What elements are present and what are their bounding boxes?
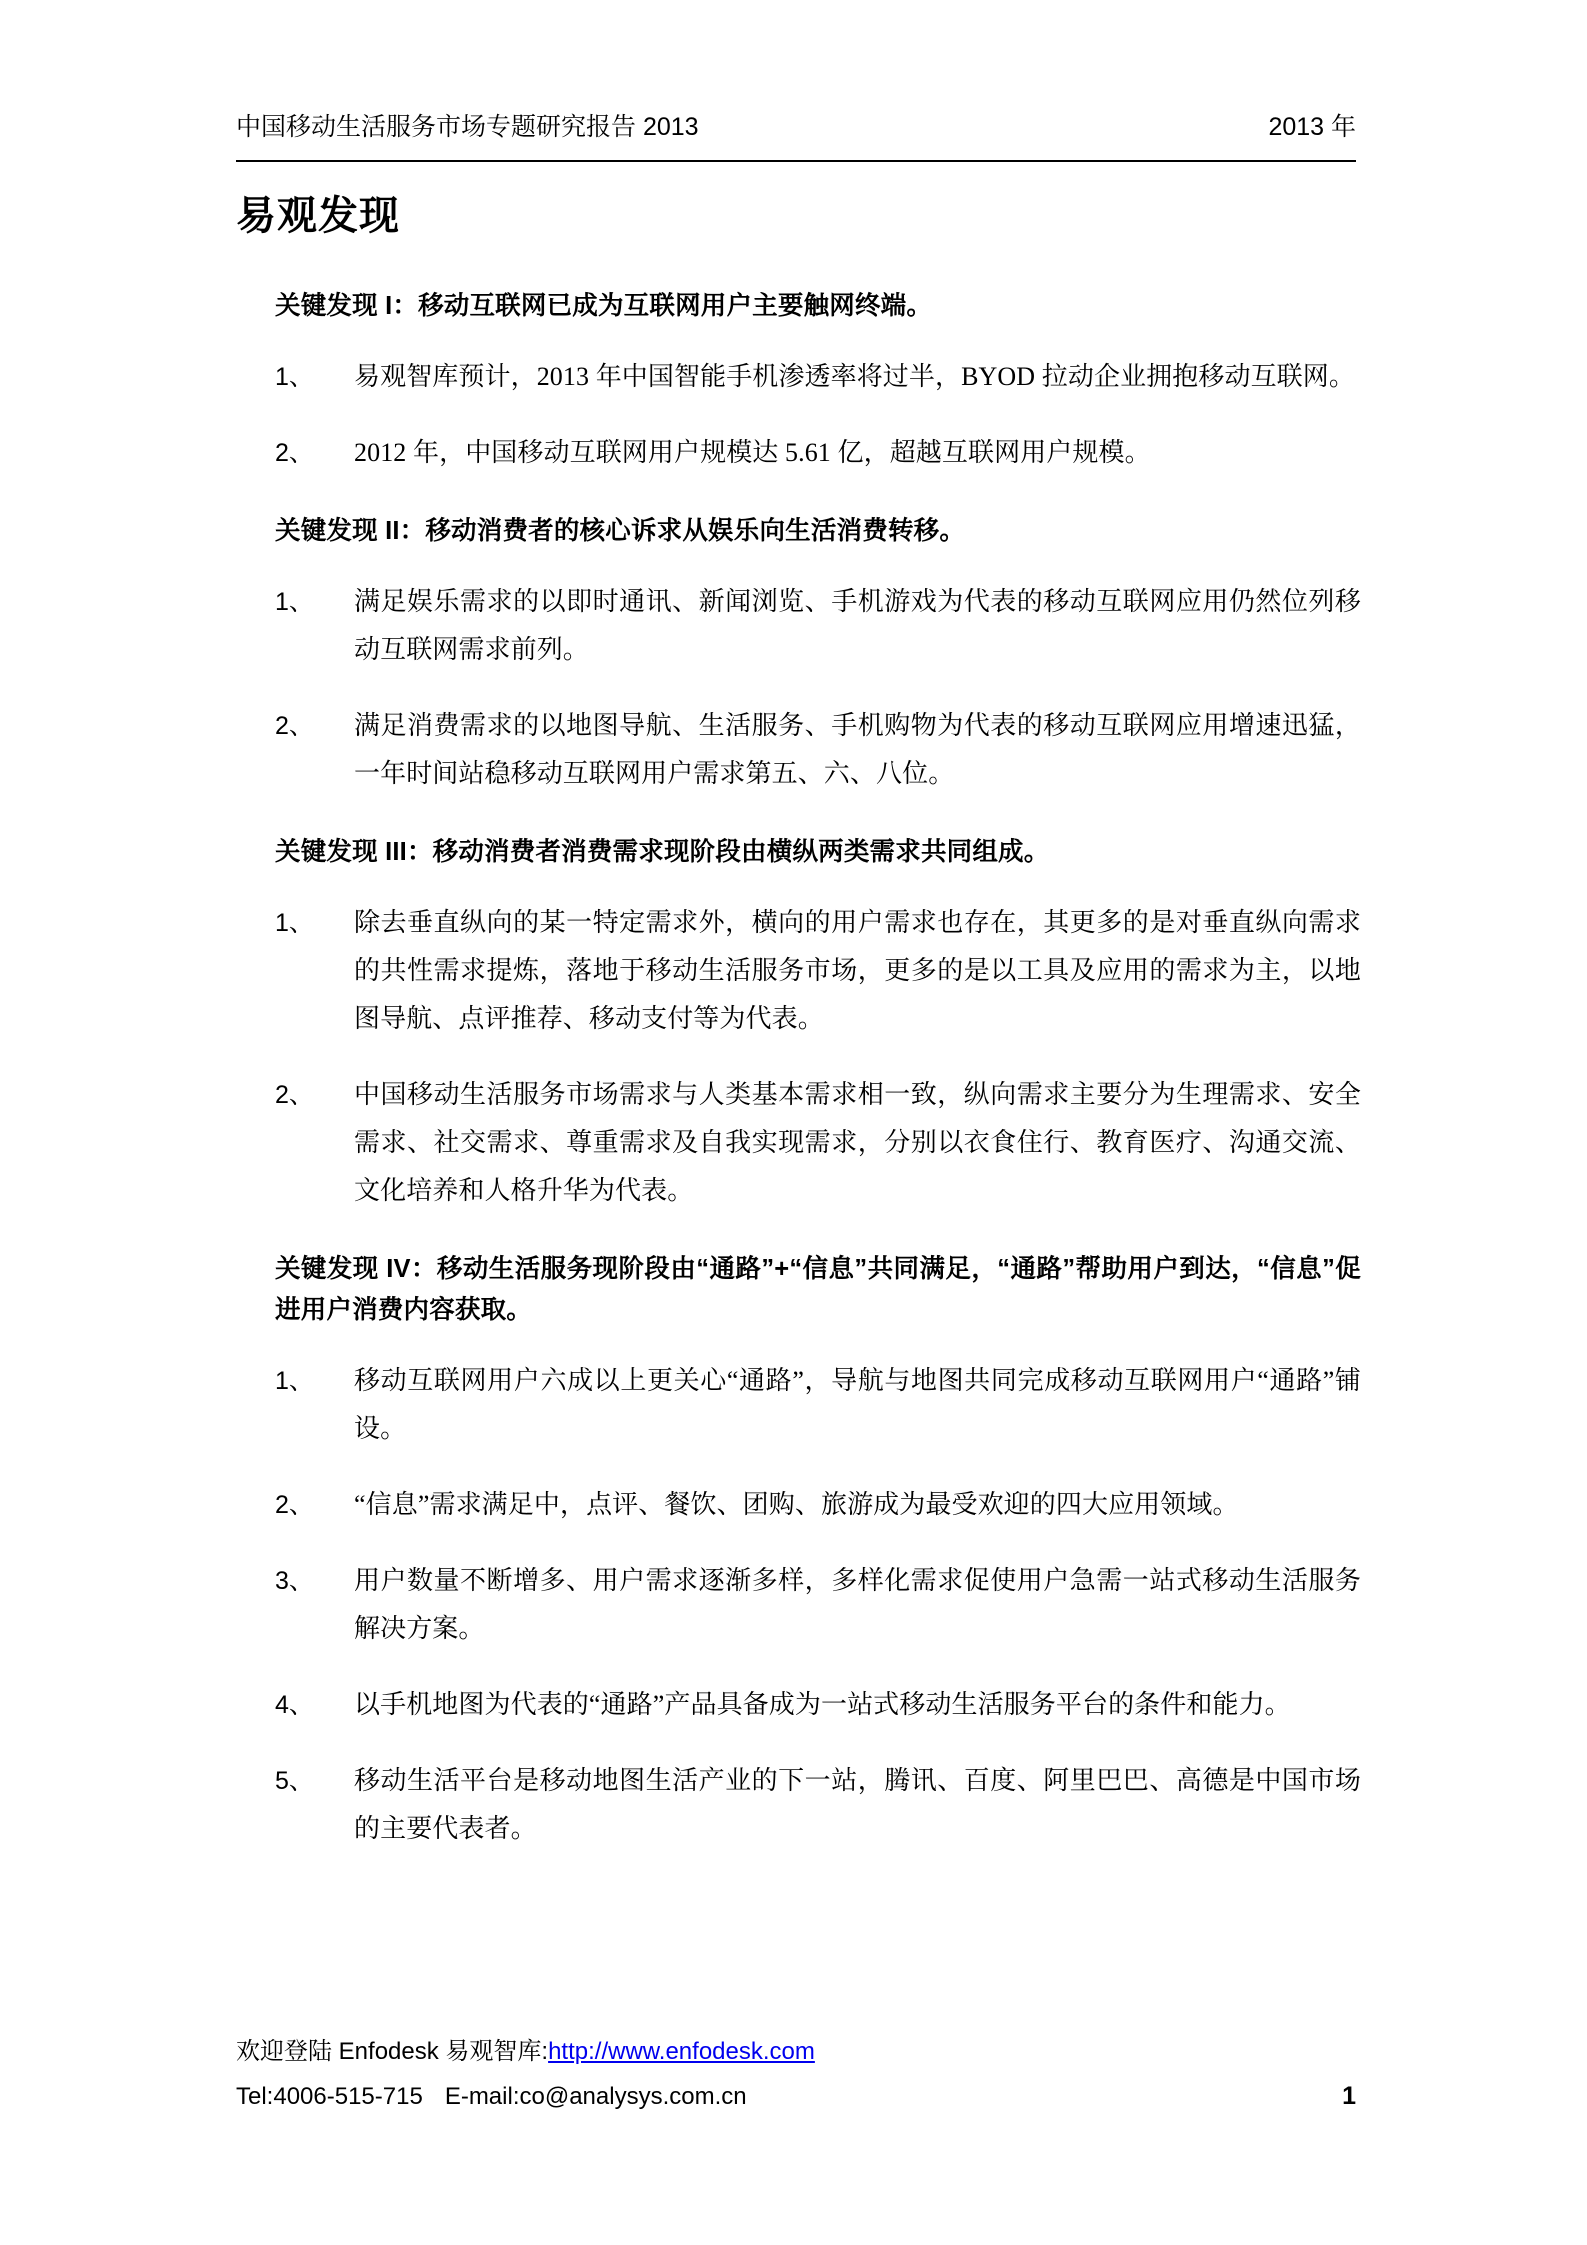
header-divider-rule [236, 160, 1356, 162]
footer-welcome-text: 欢迎登陆 Enfodesk 易观智库: [236, 2038, 549, 2065]
list-item-text: 用户数量不断增多、用户需求逐渐多样，多样化需求促使用户急需一站式移动生活服务解决方案。 [354, 1566, 1361, 1643]
list-item-text: 以手机地图为代表的“通路”产品具备成为一站式移动生活服务平台的条件和能力。 [354, 1690, 1291, 1719]
list-item-marker: 1、 [275, 363, 314, 391]
page-footer [236, 2030, 1356, 2119]
enfodesk-url-link[interactable]: http://www.enfodesk.com [548, 2038, 815, 2065]
list-item-marker: 1、 [275, 1367, 314, 1395]
finding-heading-4: 关键发现 IV：移动生活服务现阶段由“通路”+“信息”共同满足，“通路”帮助用户到达，“信息”促进用户消费内容获取。 [275, 1255, 1361, 1324]
finding-list-4 [275, 1357, 1361, 1853]
header-report-title: 中国移动生活服务市场专题研究报告 2013 [236, 113, 699, 141]
list-item [275, 1557, 1361, 1653]
list-item [275, 899, 1361, 1043]
list-item-marker: 4、 [275, 1691, 314, 1719]
footer-tel: Tel:4006-515-715 [236, 2083, 423, 2110]
list-item-marker: 1、 [275, 909, 314, 937]
list-item-marker: 2、 [275, 1491, 314, 1519]
finding-list-1 [275, 353, 1361, 477]
list-item-text: “信息”需求满足中，点评、餐饮、团购、旅游成为最受欢迎的四大应用领域。 [354, 1490, 1239, 1519]
list-item-text: 满足消费需求的以地图导航、生活服务、手机购物为代表的移动互联网应用增速迅猛，一年时间站稳移动互联网用户需求第五、六、八位。 [354, 711, 1361, 788]
list-item-marker: 2、 [275, 1081, 314, 1109]
footer-line-url [236, 2030, 1356, 2074]
list-item-marker: 5、 [275, 1767, 314, 1795]
list-item-text: 除去垂直纵向的某一特定需求外，横向的用户需求也存在，其更多的是对垂直纵向需求的共性需求提炼，落地于移动生活服务市场，更多的是以工具及应用的需求为主，以地图导航、点评推荐、移动支付等为代表。 [354, 908, 1361, 1033]
list-item [275, 353, 1361, 401]
list-item [275, 1071, 1361, 1215]
list-item [275, 1681, 1361, 1729]
footer-contact-block [236, 2075, 747, 2119]
finding-list-3 [275, 899, 1361, 1215]
page-title: 易观发现 [236, 194, 400, 238]
list-item [275, 702, 1361, 798]
header-year: 2013 年 [1268, 113, 1356, 141]
list-item [275, 1481, 1361, 1529]
list-item-text: 中国移动生活服务市场需求与人类基本需求相一致，纵向需求主要分为生理需求、安全需求、社交需求、尊重需求及自我实现需求，分别以衣食住行、教育医疗、沟通交流、文化培养和人格升华为代表。 [354, 1080, 1361, 1205]
list-item [275, 578, 1361, 674]
list-item [275, 1757, 1361, 1853]
footer-line-contact [236, 2074, 1356, 2119]
list-item-marker: 3、 [275, 1567, 314, 1595]
list-item-text: 移动生活平台是移动地图生活产业的下一站，腾讯、百度、阿里巴巴、高德是中国市场的主要代表者。 [354, 1766, 1361, 1843]
list-item-text: 2012 年，中国移动互联网用户规模达 5.61 亿，超越互联网用户规模。 [354, 438, 1151, 467]
list-item [275, 429, 1361, 477]
list-item [275, 1357, 1361, 1453]
finding-section-1 [236, 286, 1361, 477]
list-item-text: 移动互联网用户六成以上更关心“通路”，导航与地图共同完成移动互联网用户“通路”铺设。 [354, 1366, 1361, 1443]
list-item-marker: 2、 [275, 439, 314, 467]
footer-welcome-block [236, 2030, 815, 2074]
page-number: 1 [1342, 2082, 1356, 2110]
list-item-marker: 1、 [275, 588, 314, 616]
finding-list-2 [275, 578, 1361, 798]
finding-section-2 [236, 511, 1361, 798]
finding-heading-1: 关键发现 I：移动互联网已成为互联网用户主要触网终端。 [275, 292, 933, 320]
list-item-text: 易观智库预计，2013 年中国智能手机渗透率将过半，BYOD 拉动企业拥抱移动互联网。 [354, 362, 1355, 391]
finding-section-4 [236, 1249, 1361, 1853]
list-item-text: 满足娱乐需求的以即时通讯、新闻浏览、手机游戏为代表的移动互联网应用仍然位列移动互联网需求前列。 [354, 587, 1361, 664]
document-content [236, 190, 1361, 1887]
footer-email: E-mail:co@analysys.com.cn [444, 2083, 747, 2110]
finding-heading-2: 关键发现 II：移动消费者的核心诉求从娱乐向生活消费转移。 [275, 517, 966, 545]
finding-section-3 [236, 832, 1361, 1215]
list-item-marker: 2、 [275, 712, 314, 740]
page-header [236, 110, 1356, 144]
finding-heading-3: 关键发现 III：移动消费者消费需求现阶段由横纵两类需求共同组成。 [275, 838, 1050, 866]
